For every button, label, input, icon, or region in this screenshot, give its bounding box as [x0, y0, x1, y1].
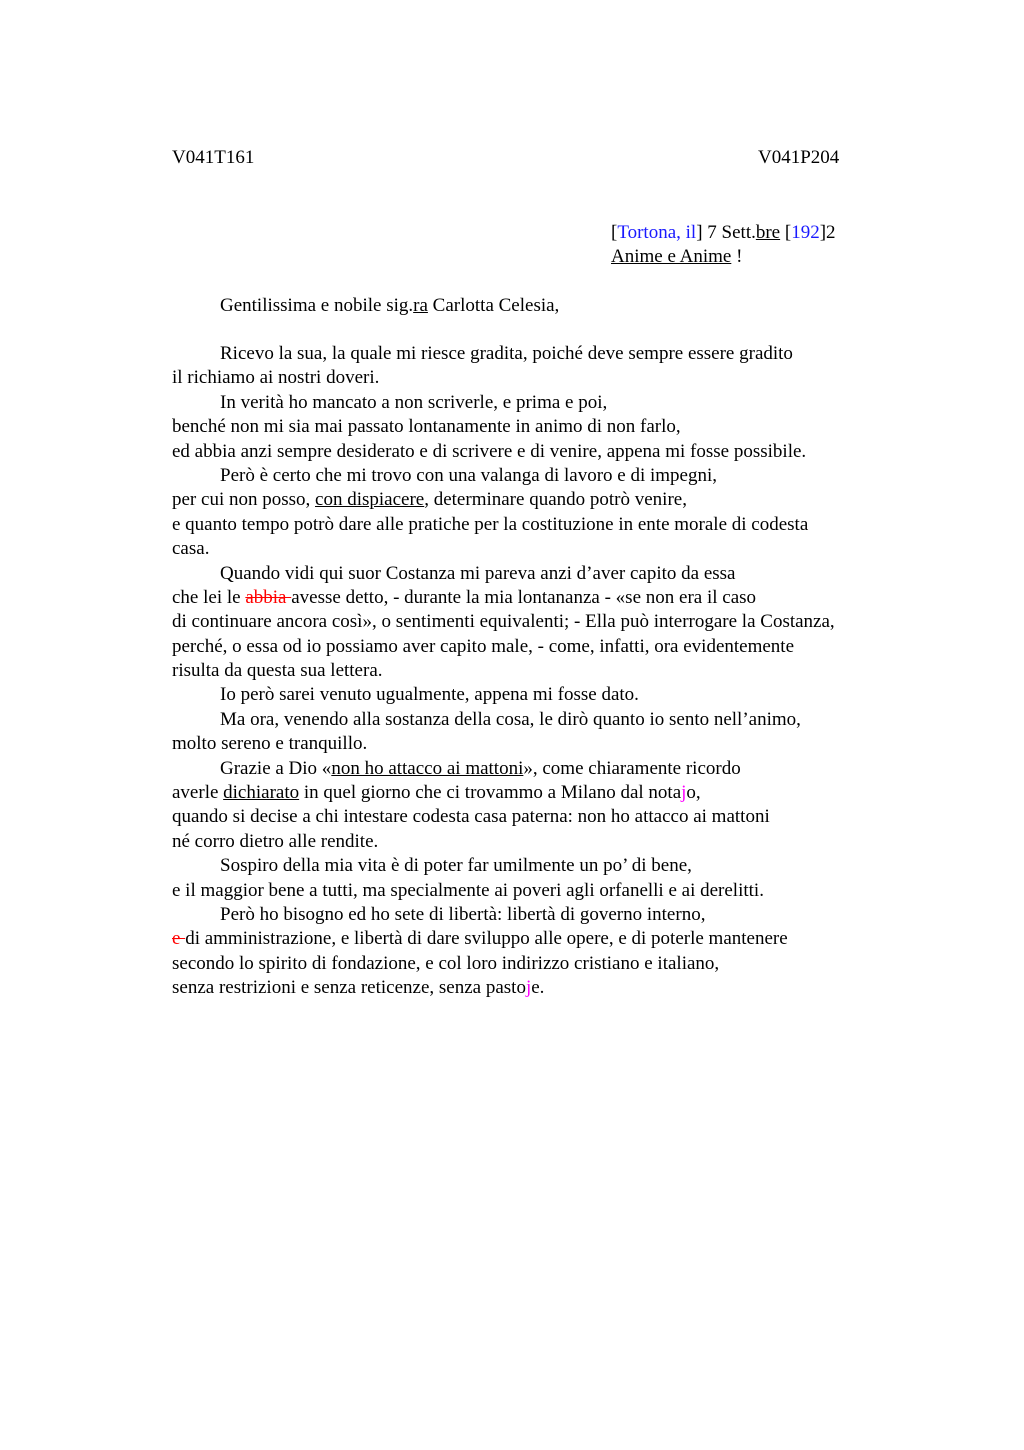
- text-line: molto sereno e tranquillo.: [172, 733, 368, 755]
- text-line: In verità ho mancato a non scriverle, e prima e poi,: [220, 391, 608, 413]
- text-line: e il maggior bene a tutti, ma specialmente ai poveri agli orfanelli e ai derelitti.: [172, 879, 764, 901]
- date-line: [611, 221, 836, 245]
- text-span: avesse detto, - durante la mia lontananza - «se non era il caso: [291, 586, 757, 608]
- highlighted-letter: j: [525, 977, 532, 999]
- text-span: senza restrizioni e senza reticenze, senza pasto: [172, 977, 526, 999]
- text-span: in quel giorno che ci trovammo a Milano dal nota: [299, 782, 682, 804]
- text-span: che lei le: [172, 586, 246, 608]
- month-suffix: bre: [755, 222, 781, 243]
- salutation: [220, 294, 559, 318]
- year-part: 192: [791, 222, 820, 243]
- text-line: quando si decise a chi intestare codesta casa paterna: non ho attacco ai mattoni: [172, 806, 770, 828]
- date-text: ] 7 Sett.: [696, 222, 756, 243]
- underlined-phrase: non ho attacco ai mattoni: [331, 757, 524, 779]
- text-line: [172, 781, 972, 805]
- motto-end: !: [731, 246, 743, 267]
- text-line: e quanto tempo potrò dare alle pratiche per la costituzione in ente morale di codesta: [172, 513, 809, 535]
- text-span: , determinare quando potrò venire,: [424, 489, 687, 511]
- text-span: Grazie a Dio «: [220, 757, 332, 779]
- deleted-word: e: [172, 928, 186, 950]
- text-span: o,: [686, 782, 701, 804]
- text-line: [172, 927, 972, 951]
- text-line: Però ho bisogno ed ho sete di libertà: libertà di governo interno,: [220, 903, 706, 925]
- highlighted-letter: j: [681, 782, 687, 804]
- letter-body: [172, 342, 972, 1001]
- text-line: perché, o essa od io possiamo aver capito male, - come, infatti, ora evidentemente: [172, 635, 795, 657]
- year-open: [: [780, 222, 792, 243]
- text-span: di amministrazione, e libertà di dare sviluppo alle opere, e di poterle mantenere: [185, 928, 788, 950]
- text-span: e.: [531, 977, 545, 999]
- underlined-word: dichiarato: [223, 782, 300, 804]
- text-line: Ricevo la sua, la quale mi riesce gradita, poiché deve sempre essere gradito: [220, 343, 793, 364]
- year-close: ]2: [819, 222, 836, 243]
- text-line: [172, 586, 972, 610]
- text-line: [172, 757, 972, 781]
- text-line: Quando vidi qui suor Costanza mi pareva anzi d’aver capito da essa: [220, 562, 736, 584]
- motto-line: [611, 245, 836, 269]
- text-line: il richiamo ai nostri doveri.: [172, 367, 380, 389]
- dateline: [611, 221, 836, 269]
- text-line: Sospiro della mia vita è di poter far umilmente un po’ di bene,: [220, 855, 692, 877]
- text-line: secondo lo spirito di fondazione, e col loro indirizzo cristiano e italiano,: [172, 952, 720, 974]
- text-line: casa.: [172, 538, 210, 560]
- text-line: [172, 976, 972, 1000]
- place-text: Tortona, il: [617, 222, 697, 243]
- text-line: benché non mi sia mai passato lontanamente in animo di non farlo,: [172, 416, 681, 438]
- right-code: V041P204: [758, 147, 840, 168]
- deleted-word: abbia: [245, 586, 292, 608]
- text-line: né corro dietro alle rendite.: [172, 830, 379, 852]
- text-line: Ma ora, venendo alla sostanza della cosa, le dirò quanto io sento nell’animo,: [220, 708, 801, 730]
- text-span: », come chiaramente ricordo: [523, 757, 741, 779]
- salutation-abbrev: ra: [413, 295, 428, 316]
- salutation-after: Carlotta Celesia,: [427, 295, 560, 316]
- text-line: ed abbia anzi sempre desiderato e di scrivere e di venire, appena mi fosse possibile.: [172, 440, 807, 462]
- text-line: risulta da questa sua lettera.: [172, 660, 383, 682]
- left-code: V041T161: [172, 147, 255, 168]
- underlined-phrase: con dispiacere: [315, 489, 425, 511]
- bracket-open: [: [611, 222, 618, 243]
- text-line: Io però sarei venuto ugualmente, appena mi fosse dato.: [220, 684, 639, 706]
- text-line: di continuare ancora così», o sentimenti equivalenti; - Ella può interrogare la Costanza,: [172, 611, 835, 633]
- text-line: [172, 488, 972, 512]
- text-line: Però è certo che mi trovo con una valanga di lavoro e di impegni,: [220, 464, 718, 486]
- motto: Anime e Anime: [611, 246, 732, 267]
- text-span: per cui non posso,: [172, 489, 316, 511]
- salutation-before: Gentilissima e nobile sig.: [220, 295, 414, 316]
- text-span: averle: [172, 782, 224, 804]
